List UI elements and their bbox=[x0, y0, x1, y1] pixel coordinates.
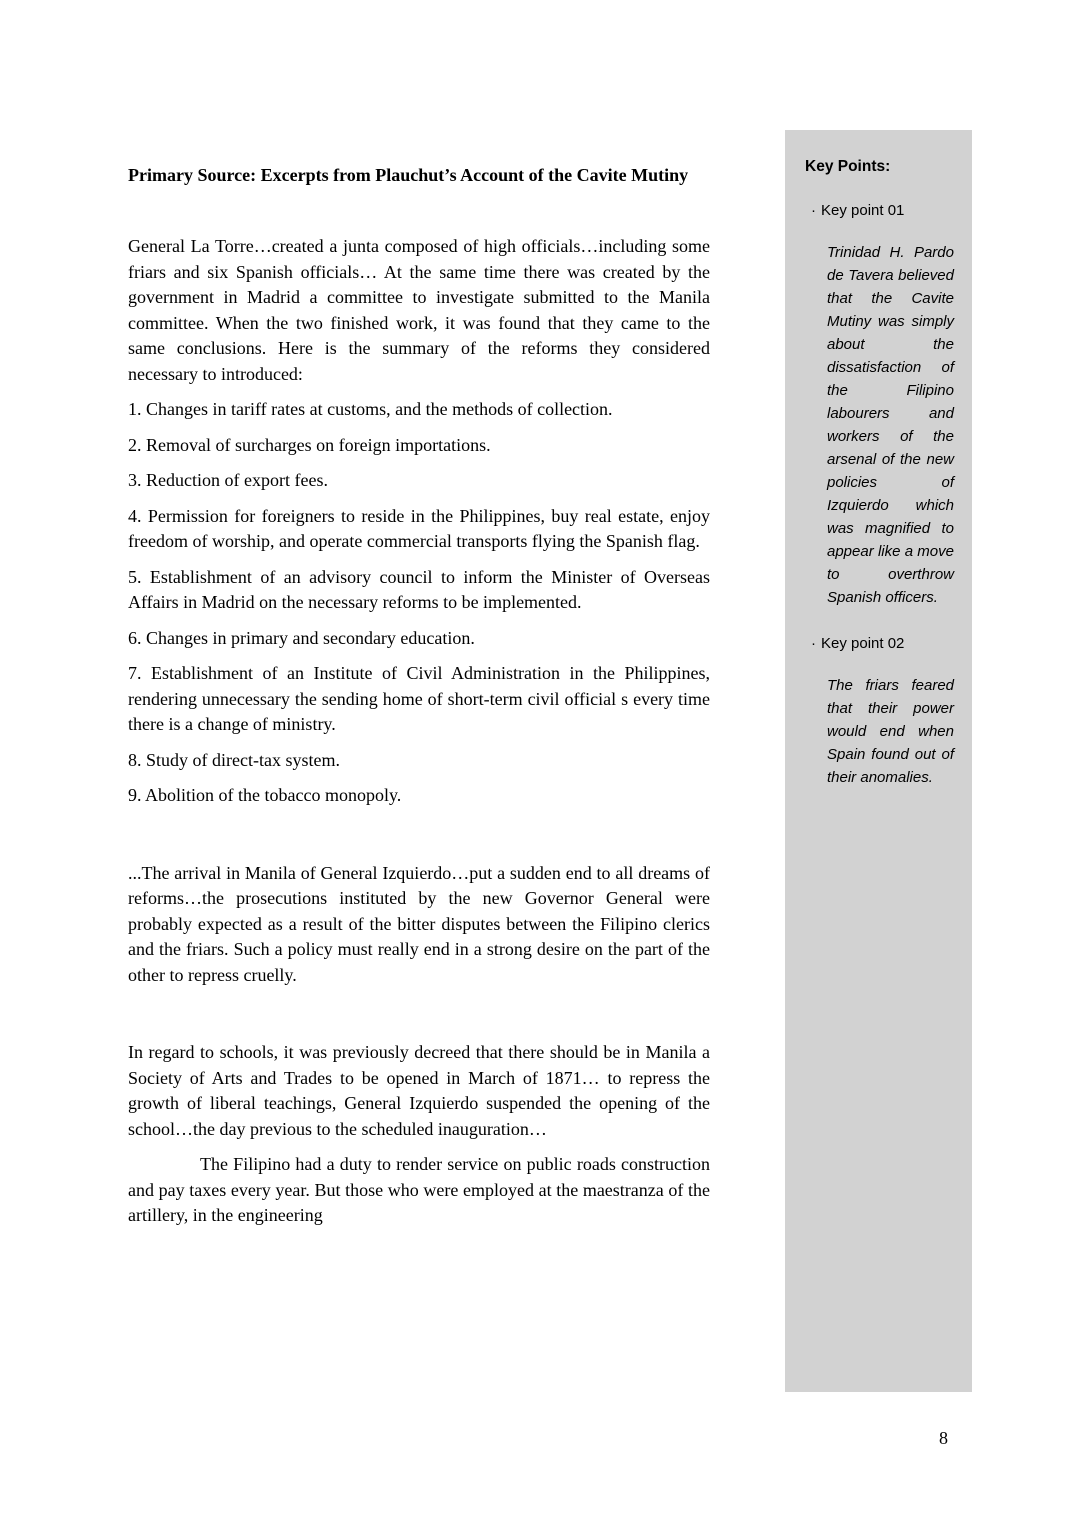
document-title: Primary Source: Excerpts from Plauchut’s Account of the Cavite Mutiny bbox=[128, 165, 689, 185]
list-item: 1. Changes in tariff rates at customs, and the methods of collection. bbox=[128, 399, 613, 419]
key-point-label bbox=[811, 635, 956, 652]
intro-paragraph: General La Torre…created a junta composed of high officials…including some friars and six Spanish officials… At the same time there was created by the government in Madrid a committee to investigate submitted to the Manila committee. When the two finished work, it was found that they came to the same conclusions. Here is the summary of the reforms they considered necessary to introduced: bbox=[128, 236, 710, 384]
filipino-duty-paragraph: The Filipino had a duty to render service on public roads construction and pay taxes every year. But those who were employed at the maestranza of the artillery, in the engineering bbox=[128, 1154, 710, 1225]
bullet-icon: · bbox=[811, 202, 816, 219]
key-point-text: Trinidad H. Pardo de Tavera believed that the Cavite Mutiny was simply about the dissatisfaction of the Filipino labourers and workers of the arsenal of the new policies of Izquierdo which was magnified to appear like a move to overthrow Spanish officers. bbox=[827, 244, 954, 606]
page-number: 8 bbox=[939, 1428, 948, 1448]
izquierdo-paragraph: ...The arrival in Manila of General Izquierdo…put a sudden end to all dreams of reforms…the prosecutions instituted by the new Governor General were probably expected as a result of the bitter disputes between the Filipino clerics and the friars. Such a policy must really end in a strong desire on the part of the other to repress cruelly. bbox=[128, 862, 710, 985]
list-item: 4. Permission for foreigners to reside in the Philippines, buy real estate, enjoy freedom of worship, and operate commercial transports flying the Spanish flag. bbox=[128, 505, 710, 551]
bullet-icon: · bbox=[811, 635, 816, 652]
key-points-heading: Key Points: bbox=[805, 158, 891, 175]
key-point-label-text: Key point 02 bbox=[821, 635, 905, 652]
key-point-label-text: Key point 01 bbox=[821, 202, 905, 219]
main-column bbox=[128, 162, 710, 1239]
list-item: 7. Establishment of an Institute of Civil Administration in the Philippines, rendering unnecessary the sending home of short-term civil official s every time there is a change of ministry. bbox=[128, 663, 710, 734]
key-point-text: The friars feared that their power would end when Spain found out of their anomalies. bbox=[827, 677, 954, 786]
list-item: 2. Removal of surcharges on foreign importations. bbox=[128, 434, 491, 455]
key-point-label bbox=[811, 202, 956, 219]
schools-paragraph: In regard to schools, it was previously decreed that there should be in Manila a Society of Arts and Trades to be opened in March of 1871… to repress the growth of liberal teachings, General Izquierdo suspended the opening of the school…the day previous to the scheduled inauguration… bbox=[128, 1042, 710, 1139]
key-points-box bbox=[785, 130, 972, 1392]
list-item: 6. Changes in primary and secondary education. bbox=[128, 627, 475, 648]
list-item: 9. Abolition of the tobacco monopoly. bbox=[128, 785, 402, 805]
list-item: 5. Establishment of an advisory council to inform the Minister of Overseas Affairs in Madrid on the necessary reforms to be implemented. bbox=[128, 566, 710, 612]
list-item: 3. Reduction of export fees. bbox=[128, 470, 328, 490]
list-item: 8. Study of direct-tax system. bbox=[128, 749, 340, 770]
